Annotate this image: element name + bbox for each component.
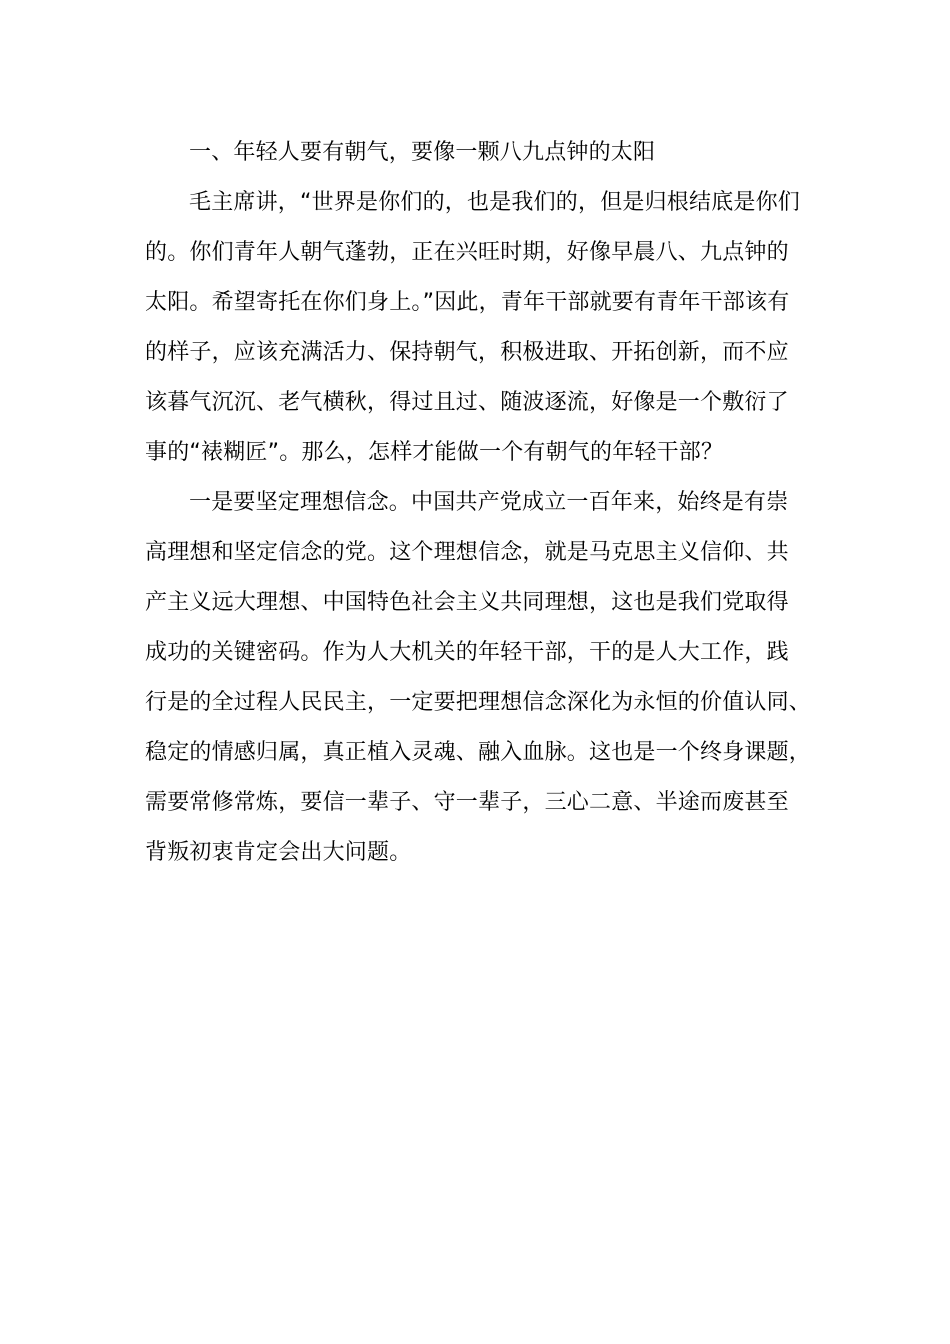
paragraph-2 bbox=[145, 478, 830, 878]
paragraph-line: 的。你们青年人朝气蓬勃，正在兴旺时期，好像早晨八、九点钟的 bbox=[145, 240, 789, 265]
paragraph-line: 一是要坚定理想信念。中国共产党成立一百年来，始终是有崇 bbox=[189, 490, 789, 515]
paragraph-line: 背叛初衷肯定会出大问题。 bbox=[145, 840, 412, 865]
paragraph-line: 稳定的情感归属，真正植入灵魂、融入血脉。这也是一个终身课题， bbox=[145, 740, 812, 765]
paragraph-line: 成功的关键密码。作为人大机关的年轻干部，干的是人大工作，践 bbox=[145, 640, 789, 665]
paragraph-line: 太阳。希望寄托在你们身上。”因此，青年干部就要有青年干部该有 bbox=[145, 290, 790, 315]
paragraph-line: 该暮气沉沉、老气横秋，得过且过、随波逐流，好像是一个敷衍了 bbox=[145, 390, 789, 415]
paragraph-line: 事的“裱糊匠”。那么，怎样才能做一个有朝气的年轻干部？ bbox=[145, 440, 724, 465]
paragraph-line: 需要常修常炼，要信一辈子、守一辈子，三心二意、半途而废甚至 bbox=[145, 790, 789, 815]
paragraph-line: 的样子，应该充满活力、保持朝气，积极进取、开拓创新，而不应 bbox=[145, 340, 789, 365]
paragraph-1 bbox=[145, 178, 830, 478]
paragraph-line: 毛主席讲，“世界是你们的，也是我们的，但是归根结底是你们 bbox=[189, 190, 800, 215]
paragraph-line: 行是的全过程人民民主，一定要把理想信念深化为永恒的价值认同、 bbox=[145, 690, 812, 715]
paragraph-line: 高理想和坚定信念的党。这个理想信念，就是马克思主义信仰、共 bbox=[145, 540, 789, 565]
document-body bbox=[145, 128, 830, 878]
paragraph-line: 产主义远大理想、中国特色社会主义共同理想，这也是我们党取得 bbox=[145, 590, 789, 615]
section-heading: 一、年轻人要有朝气，要像一颗八九点钟的太阳 bbox=[189, 140, 656, 165]
